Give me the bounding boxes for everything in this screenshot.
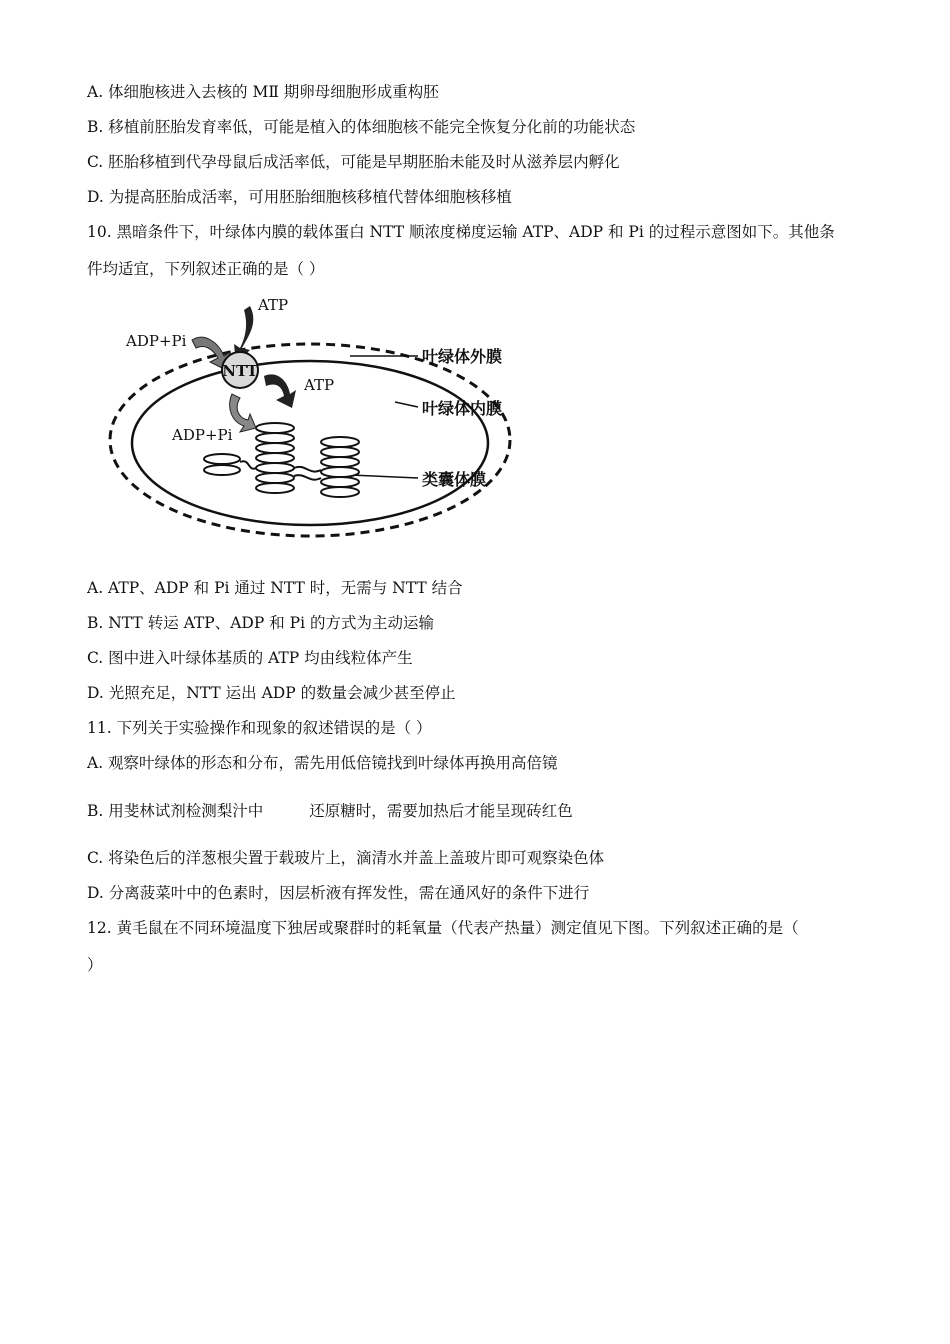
q10-option-c: C. 图中进入叶绿体基质的 ATP 均由线粒体产生 [87,649,413,667]
thylakoid-membrane-label: 类囊体膜 [422,470,487,489]
q11-option-b-part1: B. 用斐林试剂检测梨汁中 [87,802,264,820]
chloroplast-ntt-diagram [100,290,540,550]
q12-stem-line2: ） [87,956,103,974]
inner-membrane-label: 叶绿体内膜 [422,399,503,418]
q10-stem-line1: 10. 黑暗条件下，叶绿体内膜的载体蛋白 NTT 顺浓度梯度运输 ATP、ADP 和 Pi 的过程示意图如下。其他条 [87,223,835,241]
atp-right-label: ATP [304,376,335,394]
q12-stem-line1: 12. 黄毛鼠在不同环境温度下独居或聚群时的耗氧量（代表产热量）测定值见下图。下列叙述正确的是（ [87,919,799,937]
q9-option-b: B. 移植前胚胎发育率低，可能是植入的体细胞核不能完全恢复分化前的功能状态 [87,118,636,136]
q10-option-d: D. 光照充足，NTT 运出 ADP 的数量会减少甚至停止 [87,684,456,702]
q11-option-d: D. 分离菠菜叶中的色素时，因层析液有挥发性，需在通风好的条件下进行 [87,884,590,902]
q10-option-a: A. ATP、ADP 和 Pi 通过 NTT 时，无需与 NTT 结合 [87,579,463,597]
q10-stem-line2: 件均适宜，下列叙述正确的是（ ） [87,260,325,278]
q11-option-b-part2: 还原糖时，需要加热后才能呈现砖红色 [309,802,573,820]
ntt-transporter [192,306,296,432]
q9-option-d: D. 为提高胚胎成活率，可用胚胎细胞核移植代替体细胞核移植 [87,188,512,206]
q9-option-c: C. 胚胎移植到代孕母鼠后成活率低，可能是早期胚胎未能及时从滋养层内孵化 [87,153,620,171]
adp-pi-top-label: ADP+Pi [126,332,187,350]
atp-top-label: ATP [258,296,289,314]
q9-option-a: A. 体细胞核进入去核的 MⅡ 期卵母细胞形成重构胚 [87,83,439,101]
outer-membrane-label: 叶绿体外膜 [422,347,503,366]
q11-option-c: C. 将染色后的洋葱根尖置于载玻片上，滴清水并盖上盖玻片即可观察染色体 [87,849,605,867]
q11-option-a: A. 观察叶绿体的形态和分布，需先用低倍镜找到叶绿体再换用高倍镜 [87,754,558,772]
q11-option-b [87,801,573,821]
ntt-label: NTT [222,362,258,380]
outer-membrane-shape [110,344,510,536]
q11-stem: 11. 下列关于实验操作和现象的叙述错误的是（ ） [87,719,432,737]
adp-pi-inner-label: ADP+Pi [172,426,233,444]
q10-option-b: B. NTT 转运 ATP、ADP 和 Pi 的方式为主动运输 [87,614,434,632]
